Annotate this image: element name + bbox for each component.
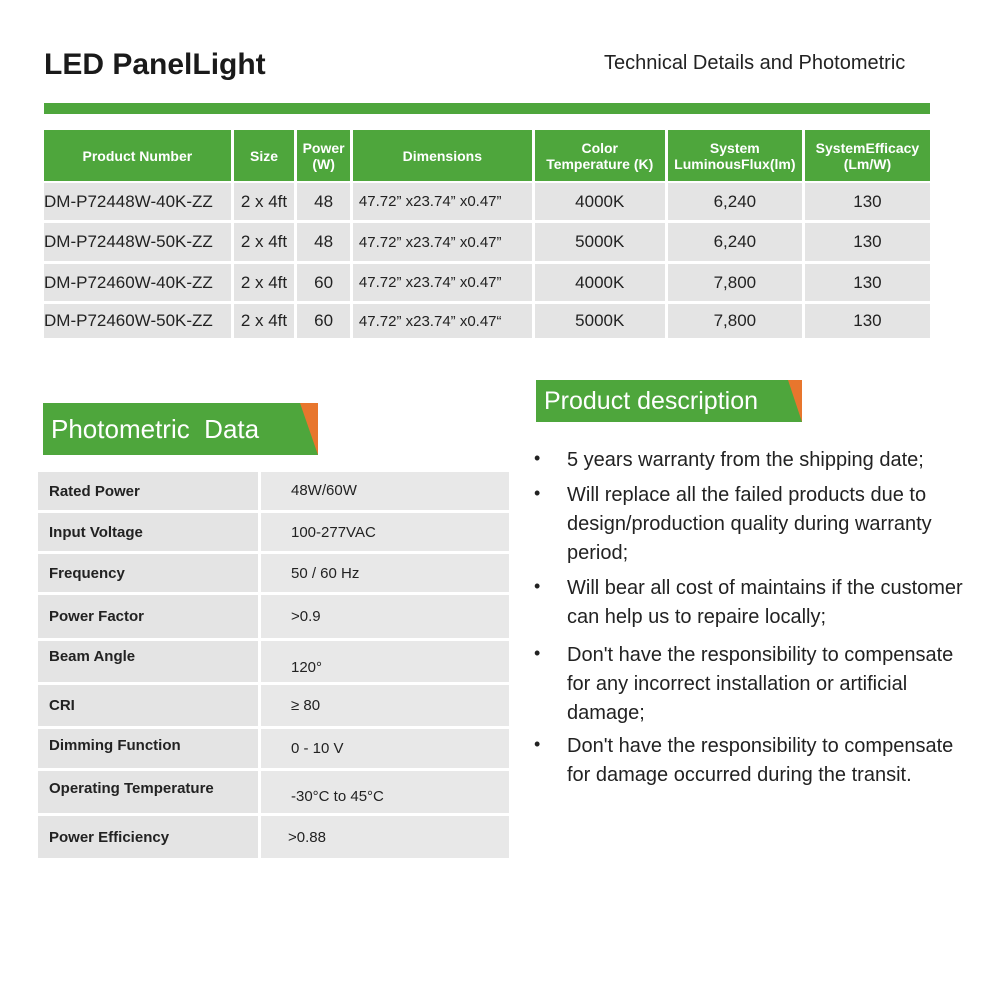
spec-cell-power: 60 xyxy=(297,264,350,301)
photometric-row xyxy=(38,595,509,638)
spec-cell-dimensions: 47.72” x23.74” x0.47” xyxy=(353,183,532,220)
photometric-label: Rated Power xyxy=(38,472,258,510)
spec-cell-size: 2 x 4ft xyxy=(234,264,295,301)
spec-cell-color-temperature: 4000K xyxy=(535,264,665,301)
photometric-label: CRI xyxy=(38,685,258,726)
photometric-row xyxy=(38,771,509,813)
orange-corner-accent xyxy=(788,380,802,422)
photometric-label: Dimming Function xyxy=(38,729,258,768)
spec-cell-luminous-flux: 6,240 xyxy=(668,223,802,261)
spec-table-row xyxy=(44,183,930,220)
bullet-icon: • xyxy=(534,643,541,663)
bullet-icon: • xyxy=(534,734,541,754)
spec-cell-size: 2 x 4ft xyxy=(234,304,295,338)
spec-cell-size: 2 x 4ft xyxy=(234,183,295,220)
spec-cell-efficacy: 130 xyxy=(805,183,930,220)
photometric-value: ≥ 80 xyxy=(261,685,509,726)
photometric-row xyxy=(38,816,509,858)
spec-cell-product-number: DM-P72448W-40K-ZZ xyxy=(44,183,231,220)
description-item: • 5 years warranty from the shipping date; xyxy=(532,446,992,475)
photometric-value: 100-277VAC xyxy=(261,513,509,551)
spec-table-row xyxy=(44,304,930,338)
description-item: • Don't have the responsibility to compensate for damage occurred during the transit. xyxy=(532,732,992,790)
technical-spec-table xyxy=(44,130,930,338)
photometric-label: Input Voltage xyxy=(38,513,258,551)
bullet-icon: • xyxy=(534,448,541,468)
spec-cell-product-number: DM-P72448W-50K-ZZ xyxy=(44,223,231,261)
photometric-row xyxy=(38,729,509,768)
photometric-row xyxy=(38,554,509,592)
spec-header-size: Size xyxy=(234,130,295,181)
description-section-header xyxy=(536,380,802,422)
spec-cell-luminous-flux: 6,240 xyxy=(668,183,802,220)
spec-cell-power: 48 xyxy=(297,183,350,220)
photometric-row xyxy=(38,472,509,510)
orange-corner-accent xyxy=(300,403,318,455)
page-subtitle: Technical Details and Photometric xyxy=(604,52,906,74)
photometric-label: Beam Angle xyxy=(38,641,258,682)
description-list xyxy=(532,446,992,790)
spec-cell-power: 48 xyxy=(297,223,350,261)
photometric-row xyxy=(38,641,509,682)
spec-cell-color-temperature: 4000K xyxy=(535,183,665,220)
spec-cell-color-temperature: 5000K xyxy=(535,223,665,261)
spec-cell-efficacy: 130 xyxy=(805,223,930,261)
spec-table-row xyxy=(44,223,930,261)
spec-cell-efficacy: 130 xyxy=(805,264,930,301)
spec-cell-color-temperature: 5000K xyxy=(535,304,665,338)
photometric-table xyxy=(38,472,509,861)
photometric-label: Operating Temperature xyxy=(38,771,258,813)
bullet-icon: • xyxy=(534,576,541,596)
description-section-title: Product description xyxy=(544,386,759,415)
photometric-value: >0.88 xyxy=(261,816,509,858)
description-item: • Will replace all the failed products due to design/production quality during warranty period; xyxy=(532,481,992,568)
photometric-section-title: Photometric Data xyxy=(51,413,260,444)
spec-cell-dimensions: 47.72” x23.74” x0.47” xyxy=(353,223,532,261)
photometric-value: -30°C to 45°C xyxy=(261,771,509,813)
spec-table-header-row xyxy=(44,130,930,181)
description-item: • Will bear all cost of maintains if the customer can help us to repaire locally; xyxy=(532,574,992,632)
spec-cell-product-number: DM-P72460W-50K-ZZ xyxy=(44,304,231,338)
spec-header-product-number: Product Number xyxy=(44,130,231,181)
spec-header-color-temperature: Color Temperature (K) xyxy=(535,130,665,181)
spec-cell-luminous-flux: 7,800 xyxy=(668,264,802,301)
spec-cell-efficacy: 130 xyxy=(805,304,930,338)
spec-cell-power: 60 xyxy=(297,304,350,338)
description-item: • Don't have the responsibility to compensate for any incorrect installation or artificial damage; xyxy=(532,641,992,728)
photometric-value: 120° xyxy=(261,641,509,682)
spec-header-efficacy: SystemEfficacy (Lm/W) xyxy=(805,130,930,181)
spec-table-row xyxy=(44,264,930,301)
spec-cell-dimensions: 47.72” x23.74” x0.47“ xyxy=(353,304,532,338)
photometric-label: Frequency xyxy=(38,554,258,592)
spec-cell-size: 2 x 4ft xyxy=(234,223,295,261)
photometric-value: 50 / 60 Hz xyxy=(261,554,509,592)
photometric-row xyxy=(38,513,509,551)
spec-cell-product-number: DM-P72460W-40K-ZZ xyxy=(44,264,231,301)
header-divider-bar xyxy=(44,103,930,114)
photometric-value: 48W/60W xyxy=(261,472,509,510)
photometric-label: Power Efficiency xyxy=(38,816,258,858)
photometric-row xyxy=(38,685,509,726)
spec-header-luminous-flux: System LuminousFlux(lm) xyxy=(668,130,802,181)
spec-header-dimensions: Dimensions xyxy=(353,130,532,181)
spec-header-power: Power (W) xyxy=(297,130,350,181)
bullet-icon: • xyxy=(534,483,541,503)
photometric-section-header xyxy=(43,403,318,455)
photometric-label: Power Factor xyxy=(38,595,258,638)
spec-cell-dimensions: 47.72” x23.74” x0.47” xyxy=(353,264,532,301)
spec-cell-luminous-flux: 7,800 xyxy=(668,304,802,338)
page-title: LED PanelLight xyxy=(44,48,266,81)
photometric-value: >0.9 xyxy=(261,595,509,638)
photometric-value: 0 - 10 V xyxy=(261,729,509,768)
